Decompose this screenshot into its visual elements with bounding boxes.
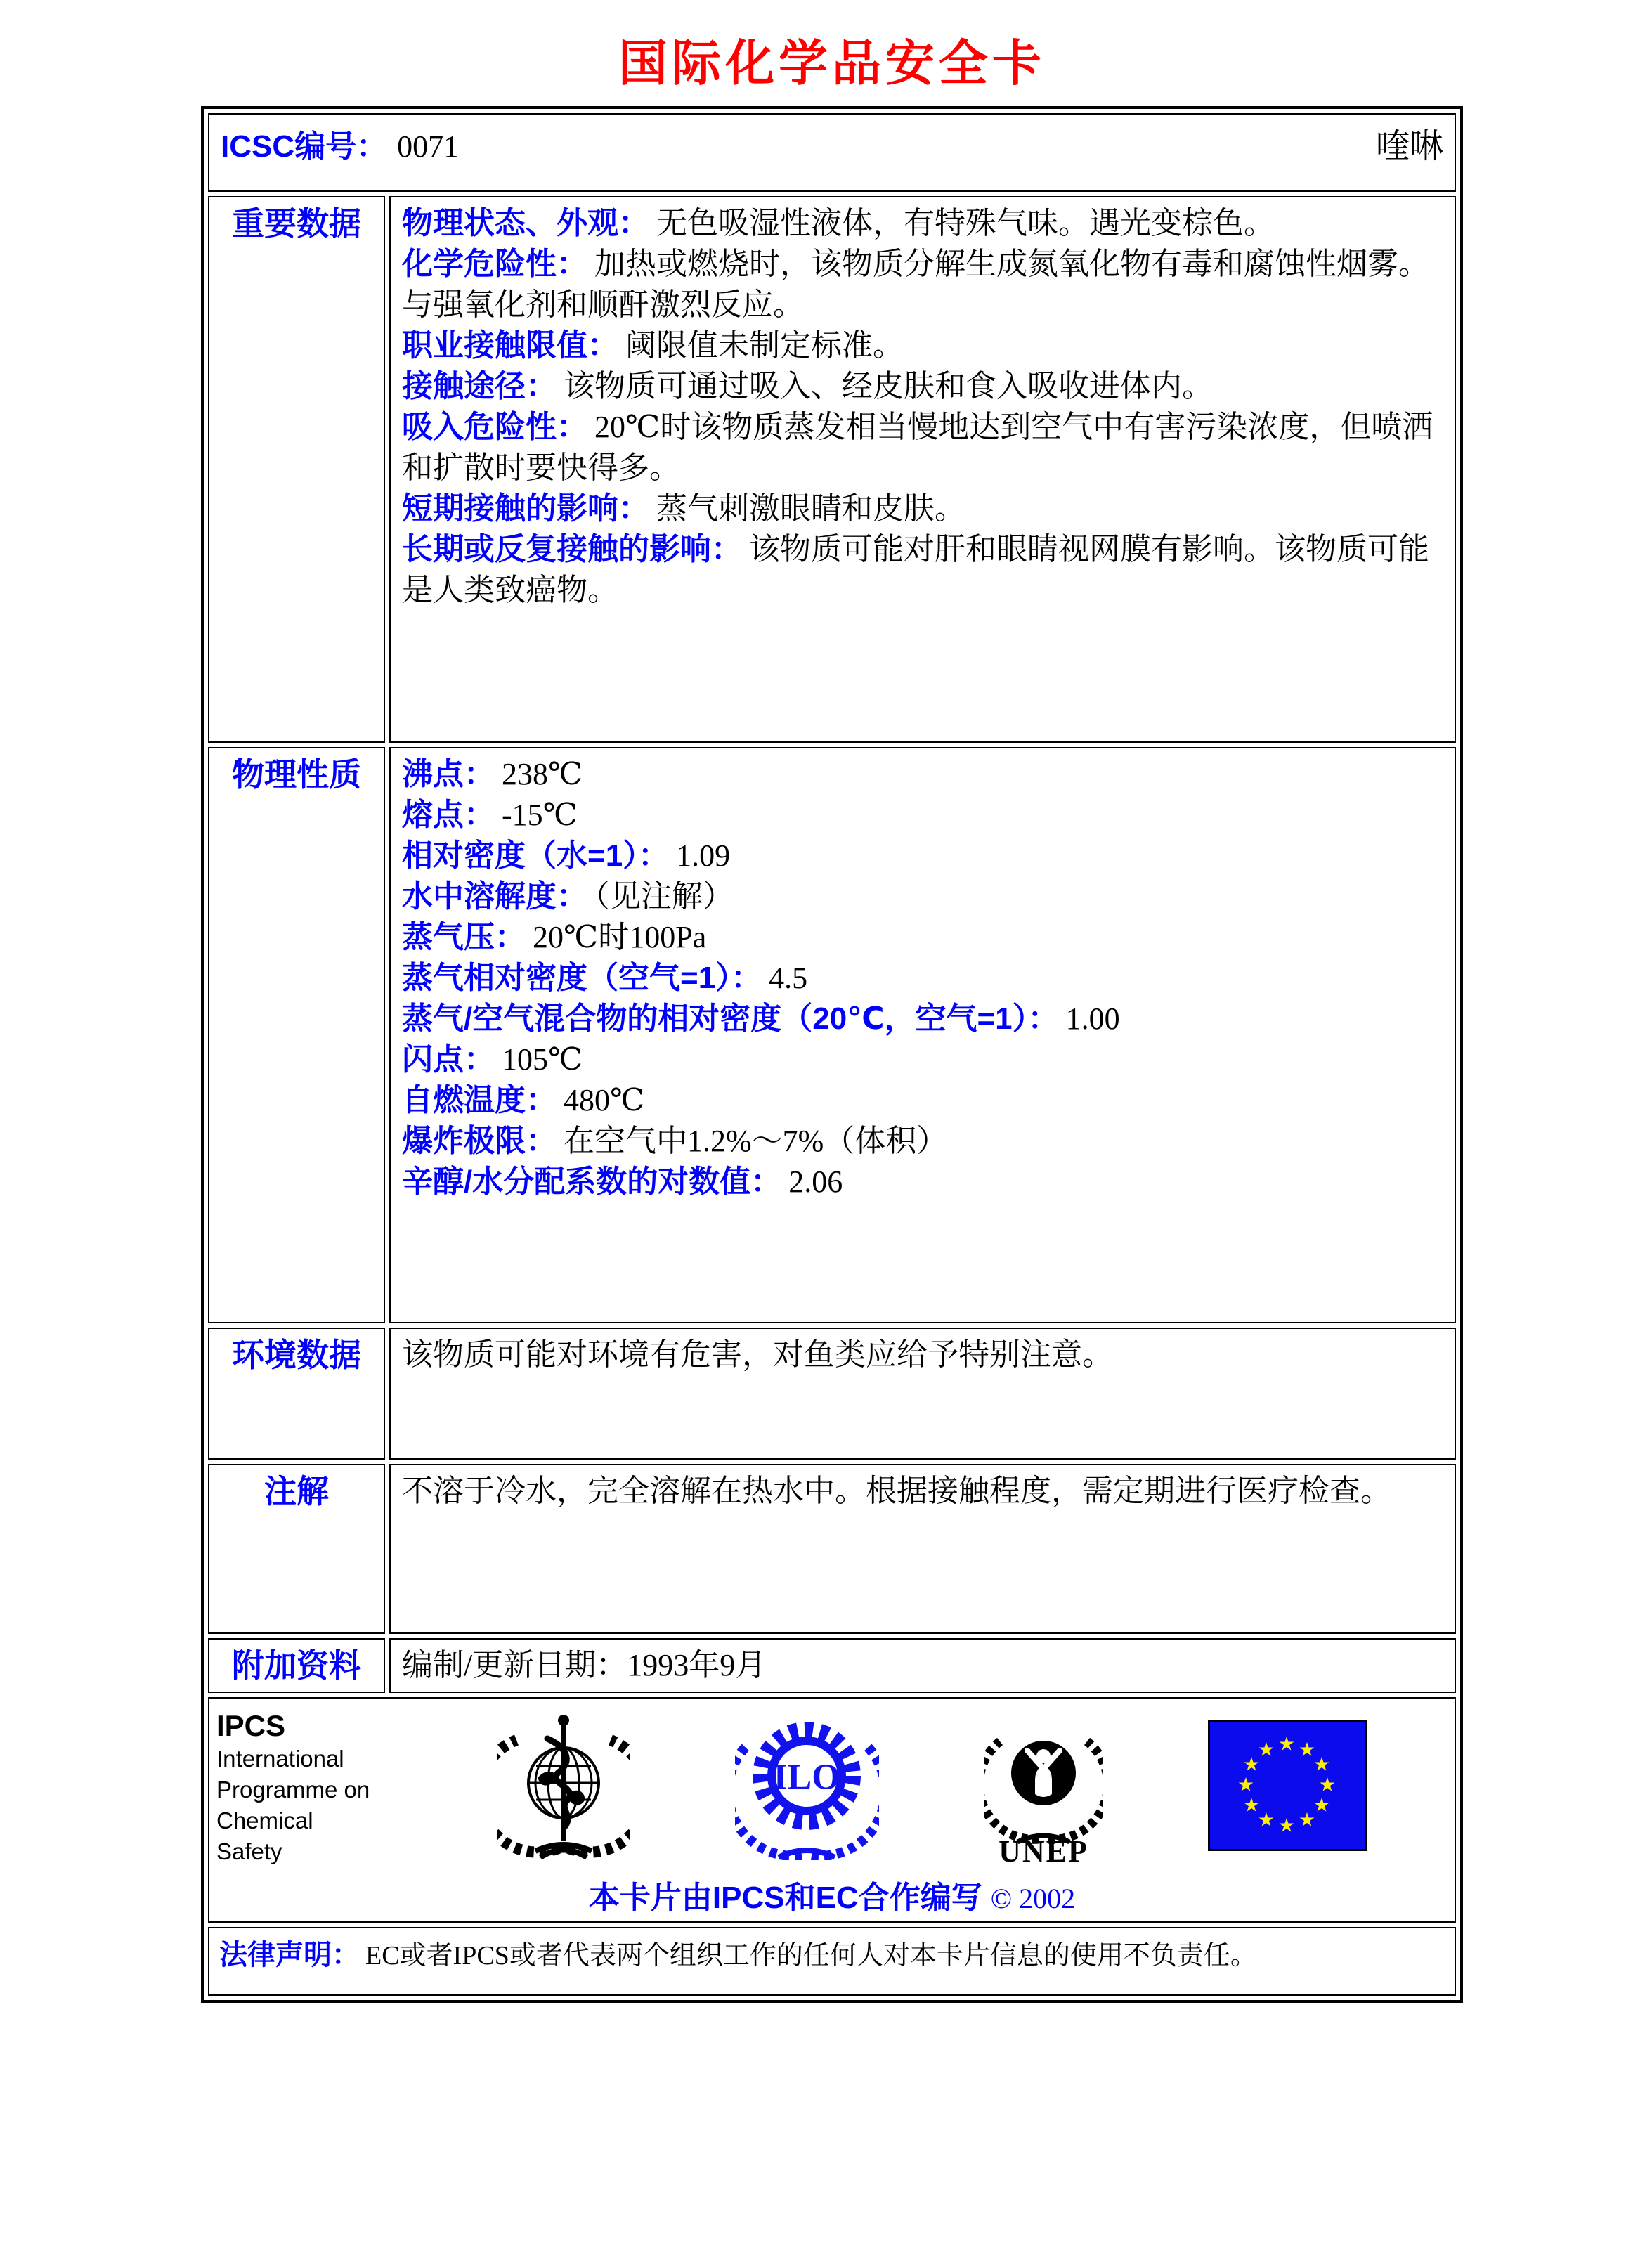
header-cell (208, 113, 1456, 192)
field-line (402, 325, 1443, 366)
document (201, 24, 1463, 2003)
field-line (402, 836, 1443, 876)
field-line (402, 1162, 1443, 1202)
unep-letters: UNEP (999, 1834, 1088, 1867)
field-value: 在空气中1.2%～7%（体积） (564, 1124, 948, 1158)
credit-line (209, 1872, 1455, 1917)
page-title: 国际化学品安全卡 (618, 34, 1046, 92)
chemical-name: 喹啉 (1375, 128, 1443, 165)
physical-properties-row (208, 747, 1456, 1323)
field-label: 相对密度（水=1）： (402, 838, 670, 873)
ilo-letters: ILO (773, 1757, 840, 1798)
field-value: 238℃ (502, 757, 583, 791)
eu-star-icon: ★ (1242, 1794, 1261, 1817)
header-row (208, 113, 1456, 192)
who-logo-icon (497, 1711, 630, 1865)
field-line (402, 917, 1443, 958)
important-data-section-label: 重要数据 (208, 196, 385, 743)
important-data-content (389, 196, 1456, 743)
field-value: 105℃ (502, 1042, 583, 1077)
field-line (402, 407, 1443, 488)
eu-star-icon: ★ (1277, 1815, 1296, 1837)
field-value: 蒸气刺激眼睛和皮肤。 (656, 491, 965, 526)
ipcs-full-name: International Programme on Chemical Safety (216, 1745, 370, 1864)
field-line (402, 1039, 1443, 1080)
field-label: 蒸气/空气混合物的相对密度（20℃，空气=1）： (402, 1001, 1059, 1036)
field-label: 闪点： (402, 1042, 495, 1077)
icsc-number-value: 0071 (397, 129, 460, 164)
credit-text: 本卡片由IPCS和EC合作编写 (588, 1881, 982, 1915)
field-line (402, 488, 1443, 529)
field-line (402, 876, 1443, 917)
field-label: 短期接触的影响： (402, 491, 649, 526)
field-value: 2.06 (788, 1164, 843, 1199)
eu-star-icon: ★ (1298, 1809, 1316, 1831)
eu-star-icon: ★ (1318, 1774, 1336, 1796)
field-label: 水中溶解度： (402, 879, 587, 914)
field-label: 辛醇/水分配系数的对数值： (402, 1164, 782, 1199)
field-label: 自燃温度： (402, 1083, 557, 1117)
eu-star-icon: ★ (1257, 1809, 1275, 1831)
field-line (402, 366, 1443, 407)
icsc-number-label: ICSC编号： (221, 129, 388, 164)
notes-row (208, 1464, 1456, 1634)
ilo-logo-icon (735, 1711, 879, 1864)
notes-section-label: 注解 (208, 1464, 385, 1634)
icsc-number-group (221, 121, 459, 166)
field-value: 无色吸湿性液体，有特殊气味。遇光变棕色。 (656, 206, 1275, 240)
field-label: 物理状态、外观： (402, 206, 649, 240)
legal-row (208, 1927, 1456, 1996)
field-line (402, 999, 1443, 1039)
field-label: 化学危险性： (402, 247, 587, 281)
field-value: 加热或燃烧时，该物质分解生成氮氧化物有毒和腐蚀性烟雾。与强氧化剂和顺酐激烈反应。 (402, 247, 1429, 322)
field-value: 该物质可能对肝和眼睛视网膜有影响。该物质可能是人类致癌物。 (402, 532, 1429, 607)
field-line (402, 1080, 1443, 1121)
field-line (402, 754, 1443, 795)
additional-info-section-label: 附加资料 (208, 1638, 385, 1693)
unep-logo-icon (984, 1704, 1103, 1871)
eu-star-icon: ★ (1277, 1733, 1296, 1755)
copyright-text: © 2002 (990, 1883, 1076, 1914)
important-data-row (208, 196, 1456, 743)
ipcs-acronym: IPCS (216, 1708, 286, 1742)
header-line (221, 119, 1443, 167)
ipcs-text-block (216, 1708, 392, 1867)
field-value: 20℃时100Pa (533, 920, 707, 954)
field-line (402, 244, 1443, 325)
environmental-data-section-label: 环境数据 (208, 1328, 385, 1460)
field-label: 职业接触限值： (402, 328, 618, 363)
field-label: 吸入危险性： (402, 410, 587, 444)
field-label: 蒸气压： (402, 920, 526, 954)
field-label: 熔点： (402, 798, 495, 832)
field-value: 1.09 (676, 838, 731, 873)
field-line (402, 958, 1443, 999)
icsc-table (201, 106, 1463, 2003)
field-value: 20℃时该物质蒸发相当慢地达到空气中有害污染浓度，但喷洒和扩散时要快得多。 (402, 410, 1433, 485)
eu-star-icon: ★ (1257, 1739, 1275, 1761)
physical-properties-section-label: 物理性质 (208, 747, 385, 1323)
field-value: 4.5 (769, 961, 808, 995)
field-value: 480℃ (564, 1083, 645, 1117)
field-line (402, 795, 1443, 836)
field-value: 该物质可通过吸入、经皮肤和食入吸收进体内。 (564, 369, 1213, 403)
field-label: 爆炸极限： (402, 1124, 557, 1158)
logos-row (208, 1697, 1456, 1923)
legal-cell (208, 1927, 1456, 1996)
field-line (402, 1121, 1443, 1162)
field-label: 沸点： (402, 757, 495, 791)
field-value: -15℃ (502, 798, 578, 832)
logos-cell (208, 1697, 1456, 1923)
notes-content: 不溶于冷水，完全溶解在热水中。根据接触程度，需定期进行医疗检查。 (389, 1464, 1456, 1634)
eu-star-icon: ★ (1237, 1774, 1255, 1796)
additional-info-row (208, 1638, 1456, 1693)
field-label: 蒸气相对密度（空气=1）： (402, 961, 762, 995)
eu-star-icon: ★ (1298, 1739, 1316, 1761)
physical-properties-content (389, 747, 1456, 1323)
field-line (402, 203, 1443, 244)
field-value: 阈限值未制定标准。 (625, 328, 904, 363)
logos-strip (209, 1701, 1455, 1871)
field-label: 接触途径： (402, 369, 557, 403)
field-value: （见注解） (594, 879, 734, 914)
legal-label: 法律声明： (219, 1940, 360, 1971)
environmental-data-content: 该物质可能对环境有危害，对鱼类应给予特别注意。 (389, 1328, 1456, 1460)
environmental-data-row (208, 1328, 1456, 1460)
eu-star-icon: ★ (1313, 1753, 1331, 1776)
eu-star-icon: ★ (1242, 1753, 1261, 1776)
legal-text: EC或者IPCS或者代表两个组织工作的任何人对本卡片信息的使用不负责任。 (365, 1941, 1257, 1971)
field-label: 长期或反复接触的影响： (402, 532, 742, 566)
eu-flag-logo-icon (1208, 1720, 1367, 1855)
additional-info-content: 编制/更新日期：1993年9月 (389, 1638, 1456, 1693)
field-line (402, 529, 1443, 611)
field-value: 1.00 (1065, 1001, 1120, 1036)
eu-star-icon: ★ (1313, 1794, 1331, 1817)
